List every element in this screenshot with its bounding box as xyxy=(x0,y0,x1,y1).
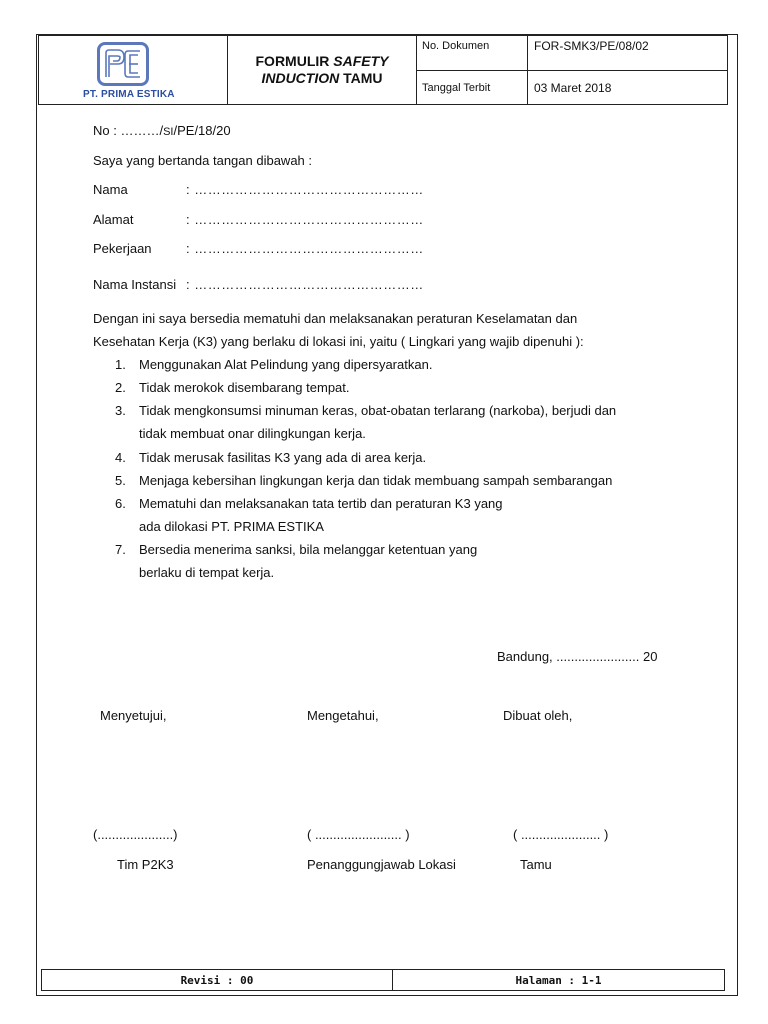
form-number: No : ………/SI/PE/18/20 xyxy=(93,123,231,138)
rule-number: 2. xyxy=(115,380,126,395)
rule-text-continued: berlaku di tempat kerja. xyxy=(139,565,275,580)
rule-text: Tidak mengkonsumsi minuman keras, obat-obatan terlarang (narkoba), berjudi dan xyxy=(139,403,617,418)
sign-role-approve: Tim P2K3 xyxy=(117,857,174,872)
sign-blank-approve[interactable]: (.....................) xyxy=(93,827,178,842)
rule-text: Bersedia menerima sanksi, bila melanggar ketentuan yang xyxy=(139,542,478,557)
doc-number-label: No. Dokumen xyxy=(417,36,528,71)
sign-role-created: Tamu xyxy=(520,857,552,872)
revision-label: Revisi : 00 xyxy=(42,970,393,991)
rule-text: Menjaga kebersihan lingkungan kerja dan tidak membuang sampah sembarangan xyxy=(139,473,613,488)
rule-number: 4. xyxy=(115,450,126,465)
logo-cell xyxy=(39,36,228,105)
company-logo-icon xyxy=(97,42,149,86)
sign-heading-created: Dibuat oleh, xyxy=(503,708,573,723)
company-name: PT. PRIMA ESTIKA xyxy=(83,89,175,100)
rule-number: 1. xyxy=(115,357,126,372)
place-date: Bandung, ....................... 20 xyxy=(497,649,658,664)
field-alamat-input[interactable]: : …………………………………………… xyxy=(186,212,424,227)
rule-number: 6. xyxy=(115,496,126,511)
field-instansi-input[interactable]: : …………………………………………… xyxy=(186,277,424,292)
field-pekerjaan-input[interactable]: : …………………………………………… xyxy=(186,241,424,256)
field-nama-input[interactable]: : …………………………………………… xyxy=(186,182,424,197)
issue-date-value: 03 Maret 2018 xyxy=(528,71,728,105)
document-footer xyxy=(41,969,725,991)
rule-text-continued: ada dilokasi PT. PRIMA ESTIKA xyxy=(139,519,324,534)
rule-number: 7. xyxy=(115,542,126,557)
sign-blank-created[interactable]: ( ...................... ) xyxy=(513,827,609,842)
intro-text: Saya yang bertanda tangan dibawah : xyxy=(93,153,313,168)
document-header xyxy=(38,35,728,105)
sign-role-acknowledge: Penanggungjawab Lokasi xyxy=(307,857,456,872)
sign-blank-acknowledge[interactable]: ( ........................ ) xyxy=(307,827,410,842)
doc-number-value: FOR-SMK3/PE/08/02 xyxy=(528,36,728,71)
issue-date-label: Tanggal Terbit xyxy=(417,71,528,105)
rule-text: Menggunakan Alat Pelindung yang dipersyaratkan. xyxy=(139,357,433,372)
statement-line-2: Kesehatan Kerja (K3) yang berlaku di lokasi ini, yaitu ( Lingkari yang wajib dipenuhi ): xyxy=(93,334,584,349)
rule-text: Mematuhi dan melaksanakan tata tertib dan peraturan K3 yang xyxy=(139,496,503,511)
statement-line-1: Dengan ini saya bersedia mematuhi dan melaksanakan peraturan Keselamatan dan xyxy=(93,311,578,326)
field-nama-label: Nama xyxy=(93,182,128,197)
sign-heading-approve: Menyetujui, xyxy=(100,708,167,723)
rule-text-continued: tidak membuat onar dilingkungan kerja. xyxy=(139,426,366,441)
rule-number: 3. xyxy=(115,403,126,418)
field-pekerjaan-label: Pekerjaan xyxy=(93,241,152,256)
page-number-label: Halaman : 1-1 xyxy=(393,970,725,991)
sign-heading-acknowledge: Mengetahui, xyxy=(307,708,379,723)
rule-text: Tidak merusak fasilitas K3 yang ada di area kerja. xyxy=(139,450,427,465)
form-title: FORMULIR SAFETY INDUCTION TAMU xyxy=(228,36,417,105)
rule-text: Tidak merokok disembarang tempat. xyxy=(139,380,350,395)
field-instansi-label: Nama Instansi xyxy=(93,277,177,292)
page-border xyxy=(36,34,738,996)
field-alamat-label: Alamat xyxy=(93,212,134,227)
rule-number: 5. xyxy=(115,473,126,488)
